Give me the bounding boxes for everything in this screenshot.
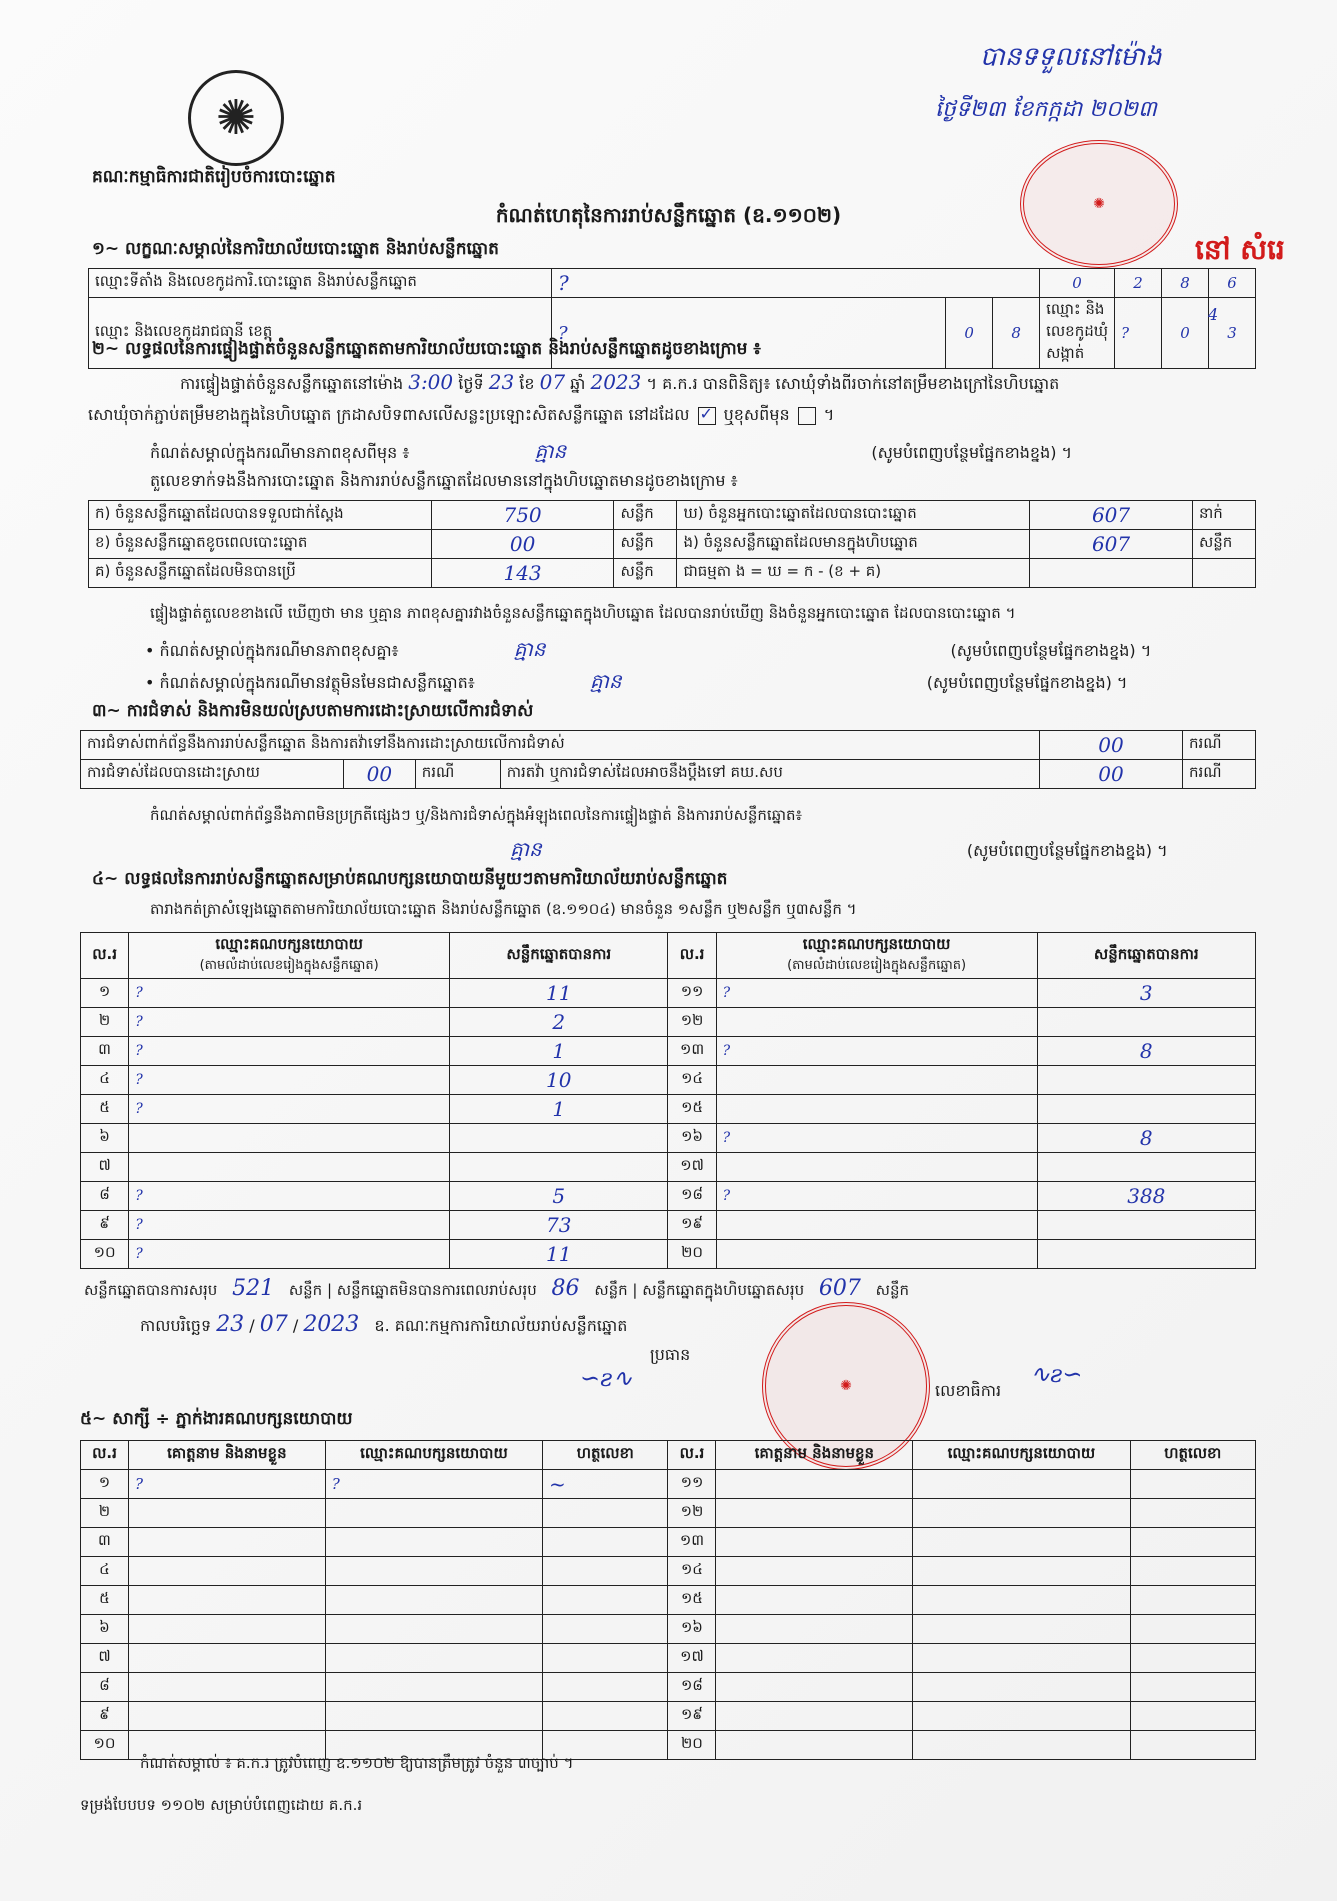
vote-no-left: ៣ [81,1037,129,1066]
witness-party-left: ? [325,1470,542,1499]
witness-sig-left [543,1499,668,1528]
col-votes-left: សន្លឹកឆ្នោតបានការ [450,933,668,979]
verify-line-1: ការផ្ទៀងផ្ទាត់ចំនួនសន្លឹកឆ្នោតនៅម៉ោង 3:00 ថ្ងៃទី 23 ខែ 07 ឆ្នាំ 2023 ។ គ.ក.រ បានពិនិត្យ៖ សោឃុំទាំងពីរចាក់នៅតម្រឹមខាងក្រៅនៃហិបឆ្នោត [180,370,1060,394]
witness-sig-left: ~ [543,1470,668,1499]
vote-count-right: 8 [1037,1124,1255,1153]
witness-sig-right [1130,1615,1255,1644]
figure-right-unit [1192,559,1255,588]
diff-note-value: គ្មាន [513,637,546,661]
side-label: នៅ សំរេ [1195,233,1285,266]
witness-name-right [716,1644,913,1673]
witness-no-right: ១៩ [668,1702,716,1731]
witness-name-right [716,1731,913,1760]
figure-row [89,559,1256,588]
verify-month: 07 [539,370,566,394]
province-code-1: 0 [946,298,993,369]
vote-results-table [80,932,1256,1269]
witness-sig-left [543,1557,668,1586]
vote-row [81,1240,1256,1269]
witness-col-party-left: ឈ្មោះគណបក្សនយោបាយ [325,1441,542,1470]
objection-table [80,730,1256,789]
witness-name-left [128,1499,325,1528]
vote-party-right [716,1153,1037,1182]
witness-no-right: ១៧ [668,1644,716,1673]
vote-no-left: ២ [81,1008,129,1037]
figures-intro: តួលេខទាក់ទងនឹងការបោះឆ្នោត និងការរាប់សន្លឹកឆ្នោតដែលមាននៅក្នុងហិបឆ្នោតមានដូចខាងក្រោម ៖ [150,471,738,490]
witness-name-left [128,1528,325,1557]
section3-heading: ៣~ ការជំទាស់ និងការមិនយល់ស្របតាមការដោះស្រាយលើការជំទាស់ [92,701,534,721]
witness-sig-left [543,1528,668,1557]
witness-no-left: ៨ [81,1673,129,1702]
commune-code-1: 0 [1162,298,1209,369]
witness-name-right [716,1586,913,1615]
figure-right-value: 607 [1030,501,1193,530]
vote-no-left: ៦ [81,1124,129,1153]
objection-count: 00 [1040,731,1183,760]
figure-right-label: ឃ) ចំនួនអ្នកបោះឆ្នោតដែលបានបោះឆ្នោត [677,501,1030,530]
vote-count-left: 11 [450,979,668,1008]
committee-stamp: ✺ [762,1302,930,1470]
section1-heading: ១~ លក្ខណៈសម្គាល់នៃការិយាល័យបោះឆ្នោត និងរាប់សន្លឹកឆ្នោត [92,239,499,259]
vote-no-right: ១២ [668,1008,716,1037]
different-checkbox[interactable] [798,407,816,425]
witness-no-left: ៥ [81,1586,129,1615]
witness-name-left [128,1702,325,1731]
vote-party-left: ? [129,1240,450,1269]
irregularity-line: គ្មាន (សូមបំពេញបន្ថែមផ្នែកខាងខ្នង) ។ [510,837,1168,861]
vote-row [81,1066,1256,1095]
location-label: ឈ្មោះទីតាំង និងលេខកូដការិ.បោះឆ្នោត និងរាប់សន្លឹកឆ្នោត [89,269,552,298]
invalid-note-value: គ្មាន [589,669,622,693]
appeal-count: 00 [1040,760,1183,789]
witness-name-right [716,1673,913,1702]
witness-party-left [325,1702,542,1731]
witness-party-right [913,1528,1130,1557]
vote-party-right: ? [716,979,1037,1008]
chair-label: ប្រធាន [650,1345,691,1364]
witness-row [81,1557,1256,1586]
vote-row [81,1095,1256,1124]
chair-signature: ∽ƨ∿ [580,1364,633,1392]
total-invalid: 86 [551,1276,580,1301]
total-valid: 521 [232,1276,275,1301]
witness-col-sig-right: ហត្ថលេខា [1130,1441,1255,1470]
vote-count-right [1037,1240,1255,1269]
vote-row [81,1124,1256,1153]
secretary-signature: ∿ƨ∽ [1030,1360,1083,1388]
witness-sig-left [543,1702,668,1731]
witness-row [81,1644,1256,1673]
figure-right-unit: សន្លឹក [1192,530,1255,559]
date-line: កាលបរិច្ឆេទ 23 / 07 / 2023 ឧ. គណៈកម្មការការិយាល័យរាប់សន្លឹកឆ្នោត [140,1312,628,1337]
vote-no-left: ១០ [81,1240,129,1269]
commune-value: ? [1115,298,1162,369]
witness-row [81,1702,1256,1731]
figures-table [88,500,1256,588]
province-label: ឈ្មោះ និងលេខកូដរាជធានី ខេត្ត [89,298,552,369]
figure-left-value: 143 [431,559,614,588]
vote-party-right: ? [716,1124,1037,1153]
witness-sig-right [1130,1673,1255,1702]
witness-col-name-left: គោត្តនាម និងនាមខ្លួន [128,1441,325,1470]
vote-party-left: ? [129,1211,450,1240]
form-title: កំណត់ហេតុនៃការរាប់សន្លឹកឆ្នោត (ឧ.១១០២) [495,203,842,227]
witness-sig-left [543,1673,668,1702]
vote-party-right [716,1211,1037,1240]
vote-row [81,1153,1256,1182]
witness-row [81,1586,1256,1615]
vote-party-left [129,1124,450,1153]
invalid-note: • កំណត់សម្គាល់ក្នុងករណីមានវត្ថុមិនមែនជាសន្លឹកឆ្នោត៖ គ្មាន (សូមបំពេញបន្ថែមផ្នែកខាងខ្នង) ។ [145,669,1128,693]
witness-name-right [716,1702,913,1731]
vote-no-right: ១៧ [668,1153,716,1182]
difference-note-value: គ្មាន [534,439,567,463]
vote-count-left: 10 [450,1066,668,1095]
vote-row [81,1037,1256,1066]
witness-name-left [128,1673,325,1702]
col-votes-right: សន្លឹកឆ្នោតបានការ [1037,933,1255,979]
witness-sig-right [1130,1731,1255,1760]
figure-left-value: 750 [431,501,614,530]
vote-count-left: 11 [450,1240,668,1269]
col-party-right: ឈ្មោះគណបក្សនយោបាយ (តាមលំដាប់លេខរៀងក្នុងសន្លឹកឆ្នោត) [716,933,1037,979]
date-year: 2023 [303,1312,360,1337]
vote-count-left [450,1153,668,1182]
witness-no-right: ១២ [668,1499,716,1528]
witness-no-right: ១៦ [668,1615,716,1644]
witness-no-left: ៩ [81,1702,129,1731]
witness-no-right: ២០ [668,1731,716,1760]
diff-note: • កំណត់សម្គាល់ក្នុងករណីមានភាពខុសគ្នា៖ គ្មាន (សូមបំពេញបន្ថែមផ្នែកខាងខ្នង) ។ [145,637,1152,661]
vote-party-left: ? [129,1182,450,1211]
vote-party-right: ? [716,1182,1037,1211]
witness-row [81,1528,1256,1557]
vote-party-left [129,1153,450,1182]
figure-left-value: 00 [431,530,614,559]
witness-name-left [128,1615,325,1644]
vote-count-left: 1 [450,1037,668,1066]
witness-party-right [913,1615,1130,1644]
col-party-left: ឈ្មោះគណបក្សនយោបាយ (តាមលំដាប់លេខរៀងក្នុងសន្លឹកឆ្នោត) [129,933,450,979]
vote-party-right [716,1008,1037,1037]
vote-row [81,1211,1256,1240]
received-date: ថ្ងៃទី២៣ ខែកក្កដា ២០២៣ [935,97,1157,122]
vote-count-right [1037,1095,1255,1124]
vote-no-left: ៨ [81,1182,129,1211]
vote-no-left: ៧ [81,1153,129,1182]
vote-count-left: 5 [450,1182,668,1211]
witness-sig-right [1130,1499,1255,1528]
vote-row [81,979,1256,1008]
vote-count-right [1037,1008,1255,1037]
vote-count-left: 73 [450,1211,668,1240]
vote-count-right: 388 [1037,1182,1255,1211]
witness-name-right [716,1470,913,1499]
figure-left-unit: សន្លឹក [614,559,677,588]
witness-name-right [716,1557,913,1586]
sheet-count-line: តារាងកត់ត្រាសំឡេងឆ្នោតតាមការិយាល័យបោះឆ្នោត និងរាប់សន្លឹកឆ្នោត (ឧ.១១០៤) មានចំនួន ១សន្លឹក ឬ២សន្លឹក ឬ៣សន្លឹក ។ [150,900,857,918]
vote-count-right: 8 [1037,1037,1255,1066]
witness-party-left [325,1615,542,1644]
witness-col-no-left: ល.រ [81,1441,129,1470]
witness-name-right [716,1499,913,1528]
vote-count-right [1037,1066,1255,1095]
resolved-count: 00 [344,760,416,789]
witness-name-right [716,1528,913,1557]
commune-code-2: 3 [1209,298,1256,369]
witness-sig-right [1130,1528,1255,1557]
vote-row [81,1008,1256,1037]
witness-name-right [716,1615,913,1644]
col-no-right: ល.រ [668,933,716,979]
vote-count-left [450,1124,668,1153]
witness-table [80,1440,1256,1760]
form-note: ទម្រង់បែបបទ ១១០២ សម្រាប់បំពេញដោយ គ.ក.រ [80,1796,363,1814]
verify-year: 2023 [590,370,642,394]
witness-no-right: ១៨ [668,1673,716,1702]
witness-col-party-right: ឈ្មោះគណបក្សនយោបាយ [913,1441,1130,1470]
figure-right-label: ង) ចំនួនសន្លឹកឆ្នោតដែលមានក្នុងហិបឆ្នោត [677,530,1030,559]
witness-sig-right [1130,1557,1255,1586]
witness-no-left: ២ [81,1499,129,1528]
section5-heading: ៥~ សាក្សី ÷ ភ្នាក់ងារគណបក្សនយោបាយ [80,1409,353,1429]
vote-party-left: ? [129,1008,450,1037]
vote-no-right: ១៤ [668,1066,716,1095]
witness-party-left [325,1557,542,1586]
vote-no-right: ២០ [668,1240,716,1269]
difference-note: កំណត់សម្គាល់ក្នុងករណីមានភាពខុសពីមុន ៖ គ្មាន (សូមបំពេញបន្ថែមផ្នែកខាងខ្នង) ។ [150,439,1073,463]
vote-party-left: ? [129,1095,450,1124]
vote-party-right [716,1066,1037,1095]
secretary-label: លេខាធិការ [935,1381,1002,1400]
total-box: 607 [818,1276,861,1301]
vote-no-left: ៤ [81,1066,129,1095]
vote-no-right: ១៨ [668,1182,716,1211]
witness-party-right [913,1702,1130,1731]
witness-row [81,1673,1256,1702]
vote-no-left: ៩ [81,1211,129,1240]
received-stamp-text: បានទទួលនៅម៉ោង [980,42,1162,72]
objection-unit: ករណី [1183,731,1256,760]
witness-party-right [913,1731,1130,1760]
section4-heading: ៤~ លទ្ធផលនៃការរាប់សន្លឹកឆ្នោតសម្រាប់គណបក្សនយោបាយនីមួយៗតាមការិយាល័យរាប់សន្លឹកឆ្នោត [92,869,728,889]
figure-row [89,501,1256,530]
witness-party-right [913,1499,1130,1528]
date-day: 23 [216,1312,245,1337]
witness-party-left [325,1644,542,1673]
witness-no-right: ១៥ [668,1586,716,1615]
witness-row [81,1499,1256,1528]
location-code-2: 2 [1115,269,1162,298]
witness-party-right [913,1470,1130,1499]
witness-row [81,1615,1256,1644]
vote-party-right [716,1095,1037,1124]
resolved-label: ការជំទាស់ដែលបានដោះស្រាយ [81,760,344,789]
witness-sig-left [543,1615,668,1644]
vote-count-left: 2 [450,1008,668,1037]
witness-no-right: ១៣ [668,1528,716,1557]
witness-no-left: ១ [81,1470,129,1499]
witness-party-left [325,1673,542,1702]
figure-right-value [1030,559,1193,588]
vote-no-right: ១៩ [668,1211,716,1240]
verify-line-2: សោឃុំចាក់ភ្ជាប់តម្រឹមខាងក្នុងនៃហិបឆ្នោត ក្រដាសបិទពាសលើសន្លះប្រឡោះសិតសន្លឹកឆ្នោត នៅដដែល ✓ ឬខុសពីមុន ។ [88,404,834,428]
office-stamp: ✺ [1020,140,1178,268]
witness-no-left: ៤ [81,1557,129,1586]
figure-right-value: 607 [1030,530,1193,559]
same-checkbox[interactable] [698,407,716,425]
vote-count-left: 1 [450,1095,668,1124]
vote-no-right: ១៣ [668,1037,716,1066]
vote-no-right: ១៥ [668,1095,716,1124]
witness-col-sig-left: ហត្ថលេខា [543,1441,668,1470]
witness-party-right [913,1644,1130,1673]
vote-party-left: ? [129,979,450,1008]
witness-party-left [325,1528,542,1557]
date-month: 07 [259,1312,288,1337]
commune-code-3: 4 [1208,305,1219,324]
witness-name-left [128,1586,325,1615]
verify-day: 23 [488,370,515,394]
vote-no-left: ១ [81,979,129,1008]
figure-left-unit: សន្លឹក [614,501,677,530]
objection-label: ការជំទាស់ពាក់ព័ន្ធនឹងការរាប់សន្លឹកឆ្នោត និងការតវ៉ាទៅនឹងការដោះស្រាយលើការជំទាស់ [81,731,1040,760]
vote-no-right: ១៦ [668,1124,716,1153]
witness-col-name-right: គោត្តនាម និងនាមខ្លួន [716,1441,913,1470]
vote-party-left: ? [129,1037,450,1066]
irregularity-value: គ្មាន [510,837,542,861]
location-code-4: 6 [1209,269,1256,298]
province-code-2: 8 [993,298,1040,369]
vote-count-right: 3 [1037,979,1255,1008]
nec-emblem-icon: ✺ [188,70,284,166]
province-value: ? [552,298,946,369]
footnote: កំណត់សម្គាល់ ៖ គ.ក.រ ត្រូវបំពេញ ឧ.១១០២ ឱ្យបានត្រឹមត្រូវ ចំនួន ៣ច្បាប់ ។ [140,1754,574,1772]
figure-left-unit: សន្លឹក [614,530,677,559]
section2-heading: ២~ លទ្ធផលនៃការផ្ទៀងផ្ទាត់ចំនួនសន្លឹកឆ្នោតតាមការិយាល័យបោះឆ្នោត និងរាប់សន្លឹកឆ្នោតដូចខាងក្រោម ៖ [92,339,761,359]
witness-sig-right [1130,1644,1255,1673]
vote-party-left: ? [129,1066,450,1095]
witness-col-no-right: ល.រ [668,1441,716,1470]
witness-party-right [913,1557,1130,1586]
vote-party-right: ? [716,1037,1037,1066]
witness-party-left [325,1586,542,1615]
figure-right-unit: នាក់ [1192,501,1255,530]
vote-row [81,1182,1256,1211]
figure-left-label: គ) ចំនួនសន្លឹកឆ្នោតដែលមិនបានប្រើ [89,559,432,588]
witness-party-left [325,1499,542,1528]
vote-count-right [1037,1153,1255,1182]
witness-sig-right [1130,1586,1255,1615]
witness-no-left: ១០ [81,1731,129,1760]
vote-no-left: ៥ [81,1095,129,1124]
witness-no-right: ១១ [668,1470,716,1499]
vote-no-right: ១១ [668,979,716,1008]
col-no-left: ល.រ [81,933,129,979]
totals-line: សន្លឹកឆ្នោតបានការសរុប 521 សន្លឹក | សន្លឹកឆ្នោតមិនបានការពេលរាប់សរុប 86 សន្លឹក | សន្លឹកឆ្នោតក្នុងហិបឆ្នោតសរុប 607 សន្លឹក [84,1276,909,1301]
witness-sig-right [1130,1702,1255,1731]
witness-no-right: ១៤ [668,1557,716,1586]
vote-count-right [1037,1211,1255,1240]
witness-name-left: ? [128,1470,325,1499]
appeal-label: ការតវ៉ា ឬការជំទាស់ដែលអាចនឹងប្តឹងទៅ គឃ.សប [500,760,1039,789]
witness-sig-right [1130,1470,1255,1499]
witness-row [81,1470,1256,1499]
resolved-unit: ករណី [415,760,500,789]
location-code-1: 0 [1040,269,1115,298]
witness-no-left: ៣ [81,1528,129,1557]
irregularity-note: កំណត់សម្គាល់ពាក់ព័ន្ធនឹងភាពមិនប្រក្រតីផ្សេងៗ ឬ/និងការជំទាស់ក្នុងអំឡុងពេលនៃការផ្ទៀងផ្ទាត់ និងការរាប់សន្លឹកឆ្នោត៖ [150,806,803,824]
witness-name-left [128,1644,325,1673]
figure-row [89,530,1256,559]
verify-time: 3:00 [408,370,454,394]
figure-right-label: ជាធម្មតា ង = ឃ = ក - (ខ + គ) [677,559,1030,588]
witness-sig-left [543,1644,668,1673]
check-line: ផ្ទៀងផ្ទាត់តួលេខខាងលើ ឃើញថា មាន ឬគ្មាន ភាពខុសគ្នារវាងចំនួនសន្លឹកឆ្នោតក្នុងហិបឆ្នោត ដែលបានរាប់ឃើញ និងចំនួនអ្នកបោះឆ្នោត ដែលបានបោះឆ្នោត ។ [150,604,1016,622]
commune-label: ឈ្មោះ និងលេខកូដឃុំ សង្កាត់ [1040,298,1115,369]
witness-sig-left [543,1586,668,1615]
organization-name: គណៈកម្មាធិការជាតិរៀបចំការបោះឆ្នោត [92,167,336,187]
witness-party-right [913,1586,1130,1615]
witness-name-left [128,1557,325,1586]
witness-no-left: ៦ [81,1615,129,1644]
figure-left-label: ក) ចំនួនសន្លឹកឆ្នោតដែលបានទទួលជាក់ស្តែង [89,501,432,530]
location-value: ? [552,269,1040,298]
location-code-3: 8 [1162,269,1209,298]
appeal-unit: ករណី [1183,760,1256,789]
witness-party-right [913,1673,1130,1702]
vote-party-right [716,1240,1037,1269]
witness-no-left: ៧ [81,1644,129,1673]
figure-left-label: ខ) ចំនួនសន្លឹកឆ្នោតខូចពេលបោះឆ្នោត [89,530,432,559]
